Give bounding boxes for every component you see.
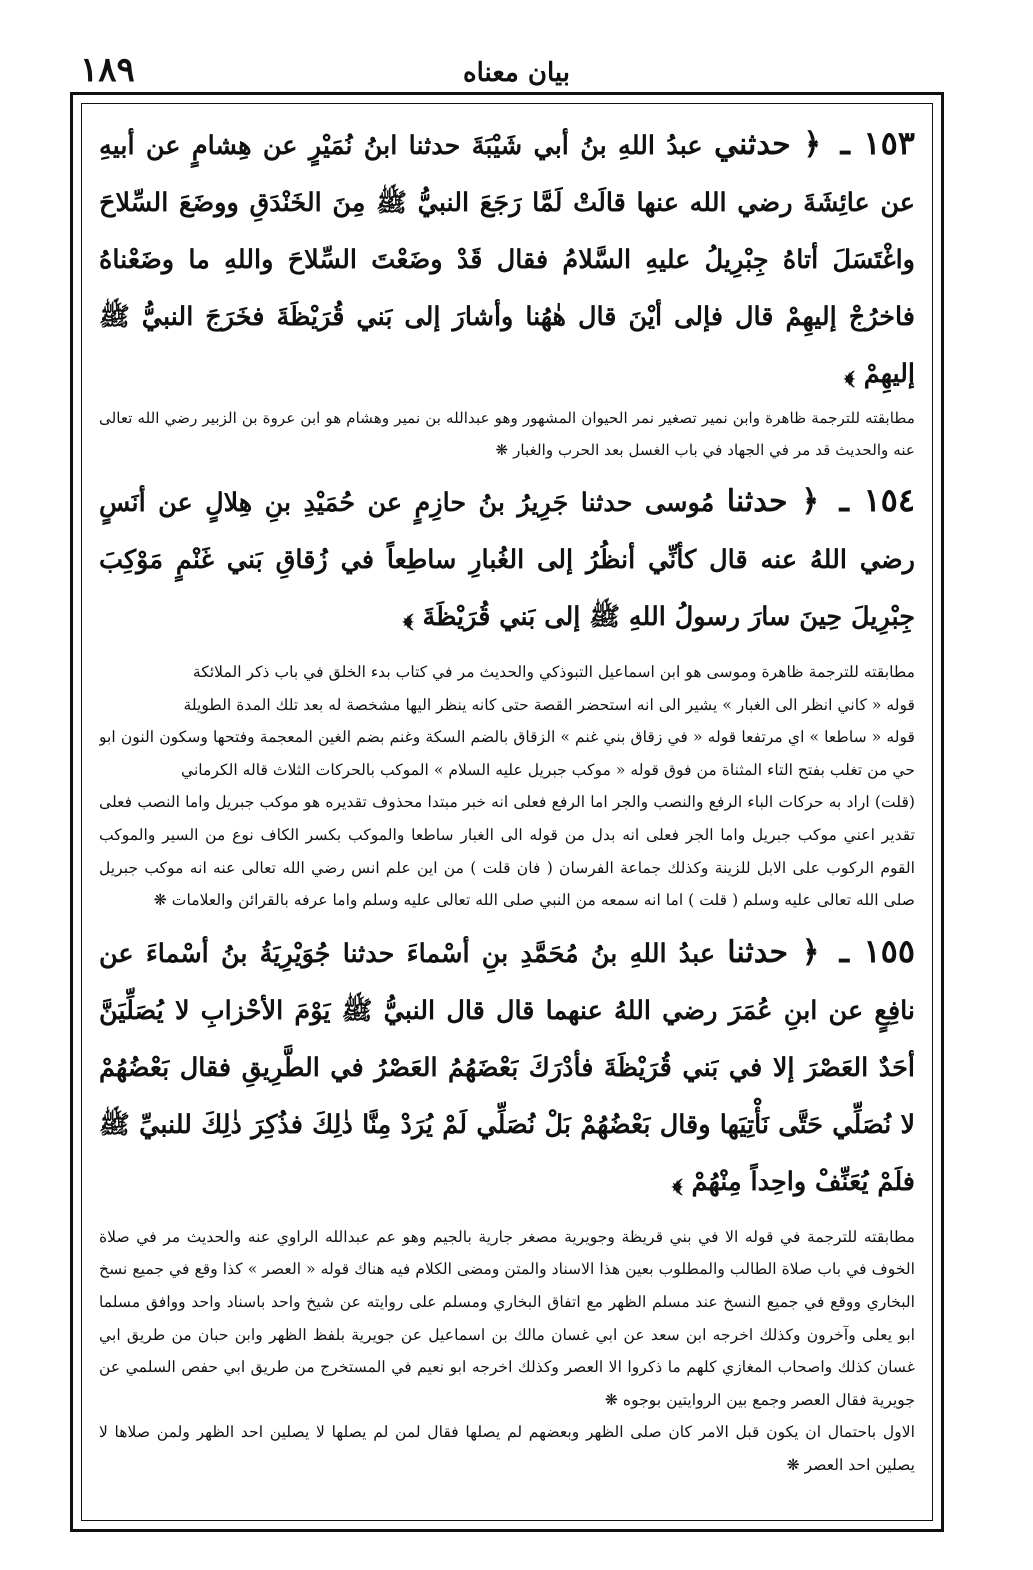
commentary-155-1: مطابقته للترجمة في قوله الا في بني قريظة وجويرية مصغر جارية بالجيم وهو عم عبدالله الراوي عنه والحديث مر في صلاة الخوف في باب صلاة الطالب والمطلوب بعين هذا الاسناد والمتن ومضى الكلام فيه هناك قوله « العصر » كذا وقع في جميع نسخ البخاري ووقع في جميع النسخ عند مسلم الظهر مع اتفاق البخاري ومسلم على روايته عن شيخ واحد باسناد واحد ووافق مسلما ابو يعلى وآخرون وكذلك اخرجه ابن سعد عن ابي غسان مالك بن اسماعيل عن جويرية بلفظ الظهر وابن حبان من طريق ابي غسان كذلك واصحاب المغازي كلهم ما ذكروا الا العصر وكذلك اخرجه ابو نعيم في المستخرج من طريق ابي حفص السلمي عن جويرية فقال العصر وجمع بين الروايتين بوجوه ❋: [99, 1227, 915, 1409]
hadith-153: [99, 115, 915, 403]
page-number: ۱۸۹: [80, 50, 135, 90]
commentary-154-3: قوله « ساطعا » اي مرتفعا قوله « في زقاق بني غنم » الزقاق بالضم السكة وغنم بضم الغين المعجمة وفتحها وسكون النون ابو حي من تغلب بفتح التاء المثناة من فوق قوله « موكب جبريل عليه السلام » الموكب بالحركات الثلاث قاله الكرماني: [99, 728, 915, 779]
hadith-lead: ﴿ حدثنا: [726, 484, 820, 519]
commentary-154-2: قوله « كاني انظر الى الغبار » يشير الى انه استحضر القصة حتى كانه ينظر اليها مشخصة له بعد تلك المدة الطويلة: [183, 695, 915, 714]
commentary-154-4: (قلت) اراد به حركات الباء الرفع والنصب والجر اما الرفع فعلى انه خبر مبتدا محذوف تقديره هو موكب جبريل واما النصب فعلى تقدير اعني موكب جبريل واما الجر فعلى انه بدل من قوله الى الغبار ساطعا والموكب بكسر الكاف نوع من السير والموكب القوم الركوب على الابل للزينة وكذلك جماعة الفرسان ( فان قلت ) من اين علم انس رضي الله تعالى عنه انه موكب جبريل صلى الله تعالى عليه وسلم ( قلت ) اما انه سمعه من النبي صلى الله تعالى عليه وسلم واما عرفه بالقرائن والعلامات ❋: [99, 793, 915, 910]
hadith-lead: ﴿ حدثنا: [727, 934, 820, 970]
commentary-153: مطابقته للترجمة ظاهرة وابن نمير تصغير نمر الحيوان المشهور وهو عبدالله بن نمير وهشام هو ابن عروة بن الزبير رضي الله تعالى عنه والحديث قد مر في الجهاد في باب الغسل بعد الحرب والغبار ❋: [99, 409, 915, 459]
hadith-text: عبدُ اللهِ بنُ مُحَمَّدِ بنِ أسْماءَ حدثنا جُوَيْرِيَةُ بنُ أسْماءَ عن نافِعٍ عن ابنِ عُمَرَ رضي اللهُ عنهما قال قال النبيُّ ﷺ يَوْمَ الأحْزابِ لا يُصَلِّيَنَّ أحَدٌ العَصْرَ إلا في بَني قُرَيْظَةَ فأدْرَكَ بَعْضَهُمُ العَصْرُ في الطَّرِيقِ فقال بَعْضُهُمْ لا نُصَلِّي حَتَّى نَأْتِيَها وقال بَعْضُهُمْ بَلْ نُصَلِّي لَمْ يُرَدْ مِنَّا ذٰلِكَ فذُكِرَ ذٰلِكَ للنبيِّ ﷺ فلَمْ يُعَنِّفْ واحِداً مِنْهُمْ ﴾: [99, 938, 915, 1197]
hadith-number: ١٥٤ ـ: [839, 481, 915, 519]
hadith-number: ١٥٣ ـ: [840, 124, 915, 162]
hadith-text: عبدُ اللهِ بنُ أبي شَيْبَةَ حدثنا ابنُ نُمَيْرٍ عن هِشامٍ عن أبيهِ عن عائِشَةَ رضي الله عنها قالَتْ لَمَّا رَجَعَ النبيُّ ﷺ مِنَ الخَنْدَقِ ووضَعَ السِّلاحَ واغْتَسَلَ أتاهُ جِبْرِيلُ عليهِ السَّلامُ فقال قَدْ وضَعْتَ السِّلاحَ واللهِ ما وضَعْناهُ فاخرُجْ إليهِمْ قال فإلى أيْنَ قال هٰهُنا وأشارَ إلى بَني قُرَيْظَةَ فخَرَجَ النبيُّ ﷺ إليهِمْ ﴾: [99, 131, 915, 389]
commentary-155-2: الاول باحتمال ان يكون قبل الامر كان صلى الظهر وبعضهم لم يصلها فقال لمن لم يصلها لا يصلين احد الظهر ولمن صلاها لا يصلين احد العصر ❋: [99, 1423, 915, 1474]
hadith-155: [99, 923, 915, 1211]
hadith-text: مُوسى حدثنا جَرِيرُ بنُ حازِمٍ عن حُمَيْدِ بنِ هِلالٍ عن أنَسٍ رضي اللهُ عنه قال كأنِّي أنظُرُ إلى الغُبارِ ساطِعاً في زُقاقِ بَني غَنْمٍ مَوْكِبَ جِبْرِيلَ حِينَ سارَ رسولُ اللهِ ﷺ إلى بَني قُرَيْظَةَ ﴾: [99, 488, 915, 632]
page-content: [99, 115, 915, 1513]
commentary-154-1: مطابقته للترجمة ظاهرة وموسى هو ابن اسماعيل التبوذكي والحديث مر في كتاب بدء الخلق في باب ذكر الملائكة: [192, 663, 915, 681]
hadith-number: ١٥٥ ـ: [839, 931, 915, 970]
running-title: بيان معناه: [462, 58, 570, 88]
hadith-lead: ﴿ حدثني: [713, 127, 822, 162]
hadith-154: [99, 472, 915, 646]
page-frame: [70, 92, 944, 1532]
